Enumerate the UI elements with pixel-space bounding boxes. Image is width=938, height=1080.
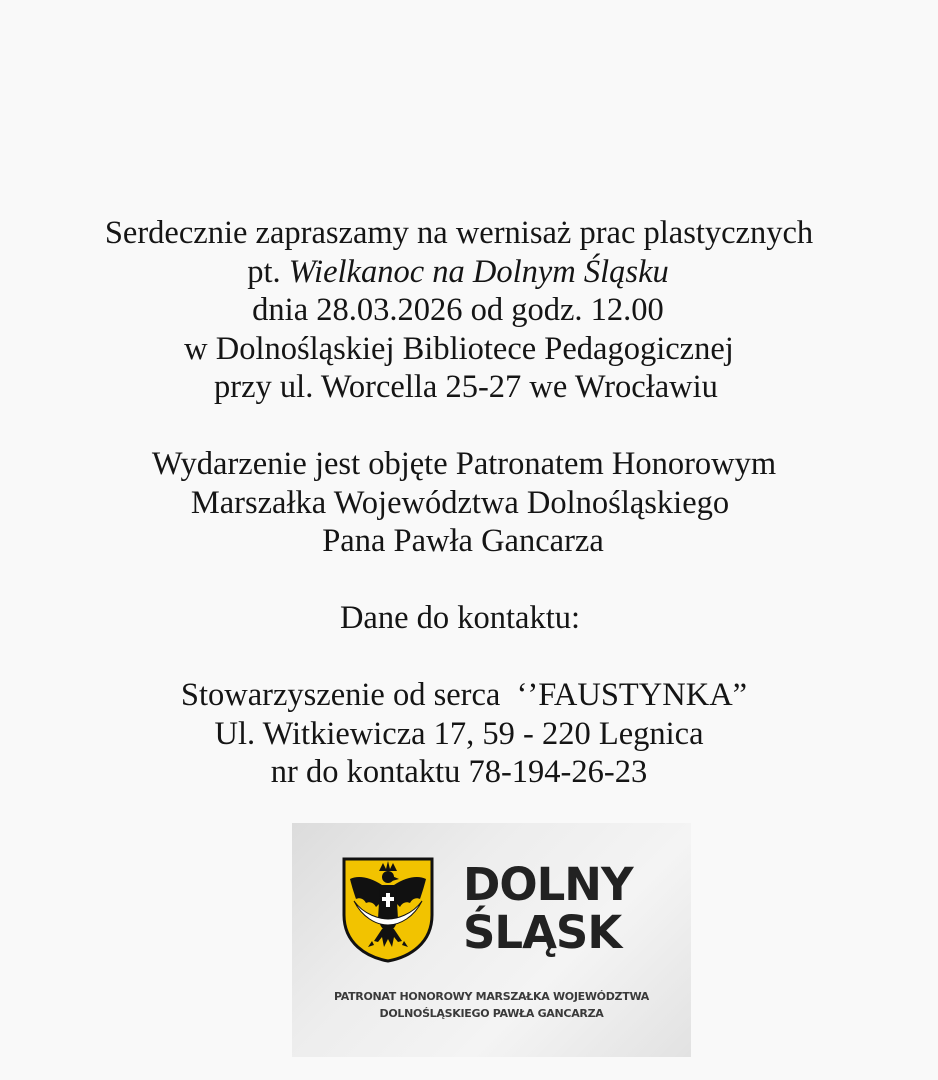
invitation-line-venue: w Dolnośląskiej Bibliotece Pedagogicznej bbox=[184, 330, 734, 367]
brand-line-slask: ŚLĄSK bbox=[463, 906, 622, 959]
spacer bbox=[0, 561, 938, 600]
invitation-text bbox=[0, 214, 938, 792]
invitation-line-date: dnia 28.03.2026 od godz. 12.00 bbox=[252, 292, 664, 328]
patronage-line-1: Wydarzenie jest objęte Patronatem Honorowym bbox=[151, 446, 777, 482]
contact-heading: Dane do kontaktu: bbox=[339, 600, 581, 636]
spacer bbox=[0, 407, 938, 446]
patronage-caption-line-1: PATRONAT HONOROWY MARSZAŁKA WOJEWÓDZTWA bbox=[333, 990, 649, 1003]
contact-phone: nr do kontaktu 78-194-26-23 bbox=[270, 754, 648, 790]
exhibition-title: Wielkanoc na Dolnym Śląsku bbox=[288, 253, 669, 290]
contact-address: Ul. Witkiewicza 17, 59 - 220 Legnica bbox=[214, 715, 704, 752]
invitation-line-address: przy ul. Worcella 25-27 we Wrocławiu bbox=[214, 369, 718, 405]
title-prefix: pt. bbox=[247, 253, 289, 290]
patronage-line-2: Marszałka Województwa Dolnośląskiego bbox=[190, 484, 730, 521]
invitation-line-intro: Serdecznie zapraszamy na wernisaż prac plastycznych bbox=[104, 215, 814, 251]
brand-wordmark bbox=[463, 858, 633, 959]
spacer bbox=[0, 638, 938, 677]
patronage-caption-line-2: DOLNOŚLĄSKIEGO PAWŁA GANCARZA bbox=[379, 1007, 604, 1020]
brand-line-dolny: DOLNY bbox=[463, 858, 633, 911]
lower-silesia-eagle-crest-icon bbox=[342, 857, 434, 963]
contact-organization: Stowarzyszenie od serca ‘’FAUSTYNKA” bbox=[180, 677, 748, 713]
patronage-line-3: Pana Pawła Gancarza bbox=[322, 523, 604, 559]
invitation-line-title bbox=[0, 253, 938, 292]
patronage-caption bbox=[292, 988, 691, 1022]
dolny-slask-patronage-logo bbox=[292, 823, 691, 1057]
